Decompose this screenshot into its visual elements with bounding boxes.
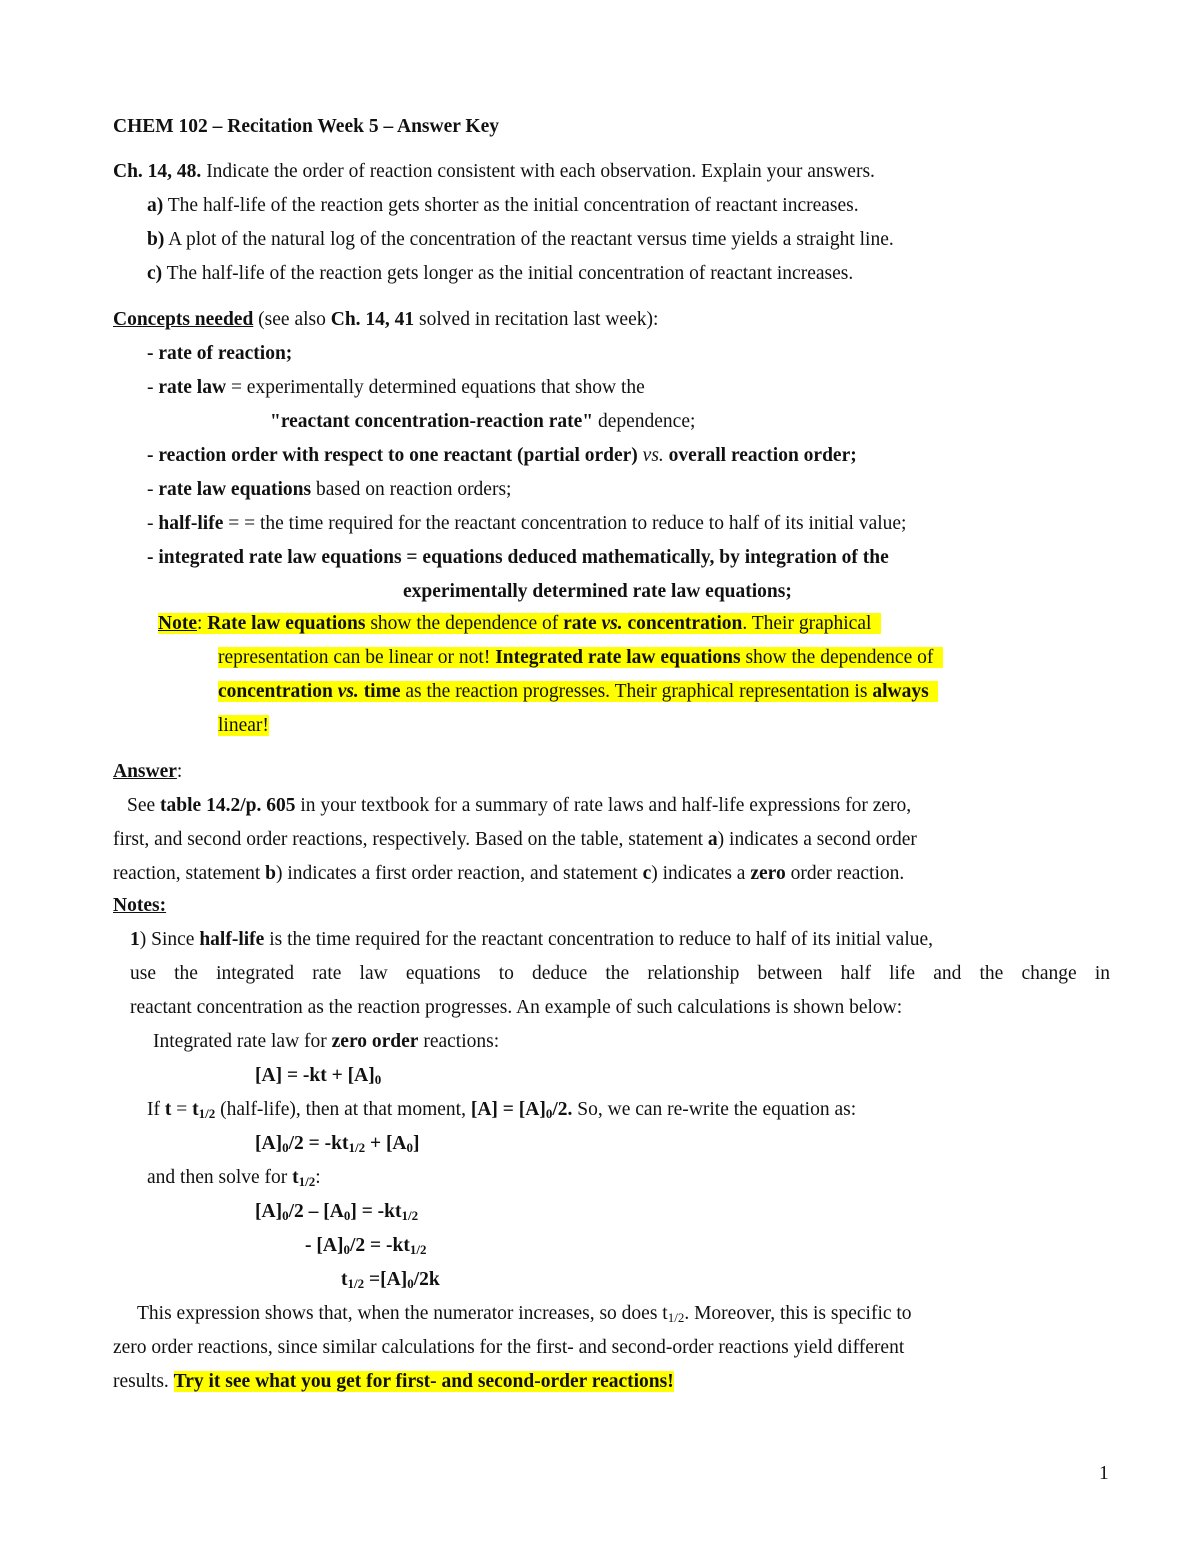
note-text: . Their graphical	[742, 613, 872, 634]
definition: = experimentally determined equations that show the	[226, 377, 645, 398]
question-text: Indicate the order of reaction consistent with each observation. Explain your answers.	[201, 161, 875, 182]
eq-text: ] = -kt	[350, 1201, 402, 1222]
answer-text: See	[127, 795, 161, 816]
answer-text: reaction, statement	[113, 863, 266, 884]
eq-sub: 0	[282, 1140, 289, 1155]
concept-integrated-line2: experimentally determined rate law equations;	[403, 581, 792, 602]
note-text: show the dependence of	[740, 647, 934, 668]
concept-integrated-line1: - integrated rate law equations = equations deduced mathematically, by integration of the	[147, 547, 889, 568]
eq-sub: 0	[374, 1072, 382, 1087]
vs-text: vs.	[642, 445, 664, 466]
note-line-2	[218, 646, 943, 670]
notes-line-3: reactant concentration as the reaction progresses. An example of such calculations is shown below:	[130, 997, 903, 1018]
notes-text: =	[171, 1099, 193, 1120]
half-life-condition	[147, 1098, 856, 1122]
note-text: linear!	[218, 715, 269, 736]
answer-text: ) indicates a first order reaction, and statement	[276, 863, 643, 884]
eq-text: + [A	[365, 1133, 407, 1154]
note-colon: :	[196, 613, 208, 634]
equation-zero-order	[255, 1064, 381, 1088]
page-title: CHEM 102 – Recitation Week 5 – Answer Key	[113, 116, 500, 137]
answer-line-1	[127, 794, 911, 818]
eq-sub: 1/2	[347, 1276, 365, 1291]
equation-result	[341, 1268, 440, 1292]
try-it-highlight: Try it see what you get for first- and second-order reactions!	[173, 1371, 674, 1392]
note-text: as the reaction progresses. Their graphical representation is	[400, 681, 873, 702]
eq-sub: 1/2	[348, 1140, 366, 1155]
conclusion-line-2: zero order reactions, since similar calculations for the first- and second-order reactions yield different	[113, 1337, 905, 1358]
answer-heading-line	[113, 760, 182, 784]
concept-reaction-order	[147, 444, 857, 468]
note-vs: vs.	[601, 613, 623, 634]
note-line-4	[218, 714, 269, 738]
notes-heading: Notes:	[113, 895, 167, 916]
definition: based on reaction orders;	[311, 479, 512, 500]
note-vs: vs.	[337, 681, 359, 702]
notes-text: is the time required for the reactant concentration to reduce to half of its initial value,	[264, 929, 934, 950]
answer-heading: Answer	[113, 761, 177, 782]
concepts-intro-end: solved in recitation last week):	[414, 309, 659, 330]
eq-text: /2 = -kt	[349, 1235, 410, 1256]
eq-text: t	[341, 1269, 348, 1290]
note-text: representation can be linear or not!	[218, 647, 496, 668]
note-term: concentration	[622, 613, 743, 634]
notes-text: :	[315, 1167, 321, 1188]
eq-text: t	[292, 1167, 299, 1188]
eq-text: /2 = -kt	[288, 1133, 349, 1154]
item-label: c)	[147, 263, 163, 284]
note-number: 1	[130, 929, 140, 950]
concepts-heading: Concepts needed	[113, 309, 254, 330]
eq-text: [A] = -kt + [A]	[255, 1065, 375, 1086]
statement-label: b	[265, 863, 277, 884]
eq-text: t	[192, 1099, 199, 1120]
eq-sub: 0	[282, 1208, 289, 1223]
note-term: rate	[563, 613, 602, 634]
eq-sub: 1/2	[401, 1208, 419, 1223]
eq-text: [A]	[255, 1133, 283, 1154]
answer-text: ) indicates a	[651, 863, 751, 884]
definition: = = the time required for the reactant concentration to reduce to half of its initial value;	[223, 513, 907, 534]
notes-term: half-life	[199, 929, 265, 950]
item-text: The half-life of the reaction gets longer as the initial concentration of reactant increases.	[162, 263, 854, 284]
concepts-heading-line	[113, 308, 658, 332]
note-term: concentration	[218, 681, 338, 702]
eq-text: - [A]	[305, 1235, 344, 1256]
notes-text: . Moreover, this is specific to	[684, 1303, 912, 1324]
notes-text: results.	[113, 1371, 174, 1392]
concept-rate-law-equations	[147, 478, 511, 502]
notes-text: and then solve for	[147, 1167, 293, 1188]
order-text-end: overall reaction order;	[663, 445, 857, 466]
page-number: 1	[1099, 1463, 1109, 1484]
dependence: dependence;	[593, 411, 696, 432]
order-text: - reaction order with respect to one reactant (partial order)	[147, 445, 643, 466]
concept-rate-of-reaction: - rate of reaction;	[147, 343, 293, 364]
eq-text: [A] = [A]	[470, 1099, 546, 1120]
eq-sub: 0	[343, 1242, 350, 1257]
answer-table-ref: table 14.2/p. 605	[160, 795, 296, 816]
question-prompt	[113, 160, 875, 184]
eq-text: =[A]	[364, 1269, 408, 1290]
question-item-a	[147, 194, 859, 218]
note-term: Integrated rate law equations	[495, 647, 741, 668]
answer-line-3	[113, 862, 904, 886]
note-term: always	[872, 681, 929, 702]
term: rate law	[158, 377, 227, 398]
item-text: A plot of the natural log of the concentration of the reactant versus time yields a straight line.	[164, 229, 894, 250]
question-item-b	[147, 228, 894, 252]
note-line-1	[158, 612, 881, 636]
answer-term: zero	[750, 863, 786, 884]
eq-sub: 0	[545, 1106, 553, 1121]
item-label: a)	[147, 195, 164, 216]
eq-sub: 1/2	[667, 1310, 685, 1325]
dash: -	[147, 377, 159, 398]
concepts-intro: (see also	[253, 309, 331, 330]
integrated-law-intro	[153, 1030, 499, 1054]
answer-colon: :	[176, 761, 183, 782]
note-term: time	[358, 681, 401, 702]
statement-label: c	[642, 863, 652, 884]
concept-rate-law	[147, 376, 645, 400]
notes-text: (half-life), then at that moment,	[215, 1099, 471, 1120]
eq-text: ]	[413, 1133, 420, 1154]
eq-text: /2.	[552, 1099, 573, 1120]
notes-text: ) Since	[139, 929, 200, 950]
conclusion-line-3	[113, 1370, 674, 1394]
conclusion-line-1	[137, 1302, 912, 1326]
question-item-c	[147, 262, 853, 286]
solve-for-line	[147, 1166, 321, 1190]
eq-text: /2 – [A	[288, 1201, 344, 1222]
note-term: Rate law equations	[207, 613, 366, 634]
eq-sub: 1/2	[409, 1242, 427, 1257]
notes-line-2: use the integrated rate law equations to deduce the relationship between half life and the change in	[130, 963, 1110, 984]
eq-text: /2k	[413, 1269, 440, 1290]
item-text: The half-life of the reaction gets shorter as the initial concentration of reactant increases.	[163, 195, 859, 216]
eq-sub: 0	[407, 1276, 414, 1291]
note-label: Note	[158, 613, 197, 634]
equation-rewrite	[255, 1132, 420, 1156]
equation-step-2	[305, 1234, 426, 1258]
notes-text: If	[147, 1099, 165, 1120]
notes-text: This expression shows that, when the numerator increases, so does t	[137, 1303, 668, 1324]
dash: -	[147, 513, 159, 534]
note-text: show the dependence of	[365, 613, 564, 634]
answer-text: order reaction.	[785, 863, 905, 884]
eq-sub: 0	[343, 1208, 351, 1223]
term: rate law equations	[158, 479, 312, 500]
quote: "reactant concentration-reaction rate"	[270, 411, 594, 432]
eq-text: [A]	[255, 1201, 283, 1222]
notes-line-1	[130, 928, 933, 952]
notes-text: reactions:	[418, 1031, 500, 1052]
concepts-ref: Ch. 14, 41	[330, 309, 415, 330]
equation-step-1	[255, 1200, 418, 1224]
notes-term: zero order	[331, 1031, 419, 1052]
eq-sub: 1/2	[198, 1106, 216, 1121]
notes-text: Integrated rate law for	[153, 1031, 332, 1052]
concept-half-life	[147, 512, 906, 536]
dash: -	[147, 479, 159, 500]
term: half-life	[158, 513, 224, 534]
notes-text: So, we can re-write the equation as:	[572, 1099, 857, 1120]
answer-text: ) indicates a second order	[717, 829, 917, 850]
eq-sub: 0	[406, 1140, 414, 1155]
eq-text: t	[164, 1099, 172, 1120]
eq-sub: 1/2	[298, 1174, 316, 1189]
answer-text: in your textbook for a summary of rate laws and half-life expressions for zero,	[295, 795, 912, 816]
statement-label: a	[707, 829, 718, 850]
answer-line-2	[113, 828, 917, 852]
note-line-3	[218, 680, 938, 704]
concept-rate-law-cont	[270, 410, 695, 434]
item-label: b)	[147, 229, 165, 250]
question-ref: Ch. 14, 48.	[113, 161, 202, 182]
answer-text: first, and second order reactions, respectively. Based on the table, statement	[113, 829, 708, 850]
